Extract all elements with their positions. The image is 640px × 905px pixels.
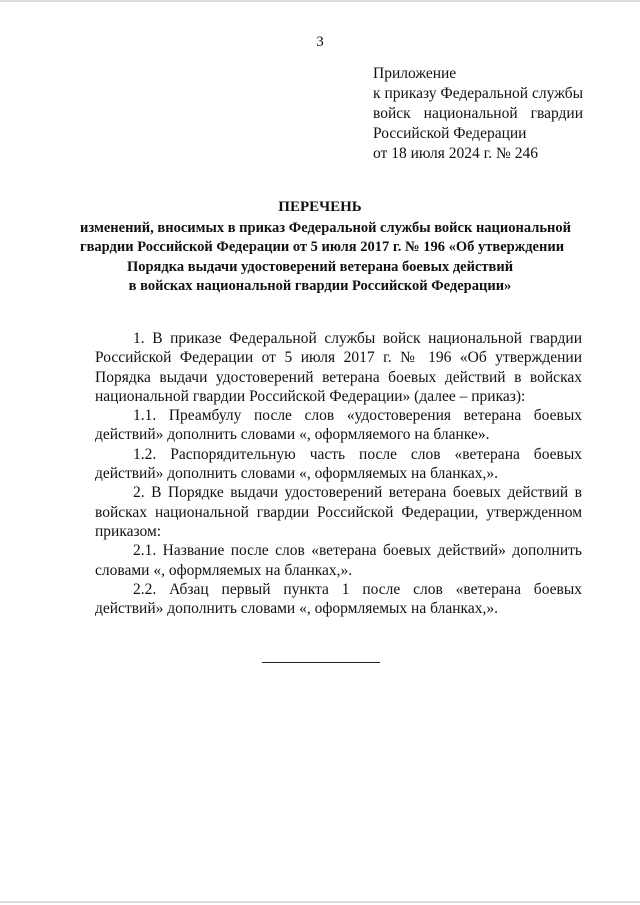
title-line: гвардии Российской Федерации от 5 июля 2017 г. № 196 «Об утверждении — [80, 239, 565, 255]
paragraph-2-2: 2.2. Абзац первый пункта 1 после слов «ветерана боевых действий» дополнить словами «, оформляемых на бланках,». — [95, 580, 582, 618]
document-body — [95, 329, 582, 618]
document-title: ПЕРЕЧЕНЬ — [278, 199, 362, 215]
end-separator-line — [262, 662, 380, 663]
title-line: изменений, вносимых в приказ Федеральной службы войск национальной — [80, 219, 572, 236]
document-title-block — [80, 198, 572, 297]
title-line: Порядка выдачи удостоверений ветерана боевых действий — [126, 258, 514, 275]
appendix-line: Приложение — [373, 65, 457, 82]
paragraph-1-2: 1.2. Распорядительную часть после слов «ветерана боевых действий» дополнить словами «, оформляемых на бланках,». — [95, 445, 582, 483]
appendix-line: к приказу Федеральной службы — [373, 85, 583, 102]
paragraph-2: 2. В Порядке выдачи удостоверений ветерана боевых действий в войсках национальной гвардии Российской Федерации, утвержденном приказом: — [95, 484, 582, 540]
paragraph-1: 1. В приказе Федеральной службы войск национальной гвардии Российской Федерации от 5 июля 2017 г. № 196 «Об утверждении Порядка выдачи удостоверений ветерана боевых действий в войсках национальной гвардии Российской Федерации» (далее – приказ): — [95, 330, 582, 405]
appendix-line: Российской Федерации — [373, 125, 527, 142]
title-line: в войсках национальной гвардии Российской Федерации» — [128, 278, 512, 294]
paragraph-2-1: 2.1. Название после слов «ветерана боевых действий» дополнить словами «, оформляемых на бланках,». — [95, 542, 582, 579]
appendix-block — [373, 64, 583, 164]
appendix-line: от 18 июля 2024 г. № 246 — [373, 145, 538, 162]
appendix-line: войск национальной гвардии — [373, 105, 583, 122]
scan-bottom-edge — [0, 901, 640, 903]
page-number: 3 — [316, 34, 324, 50]
paragraph-1-1: 1.1. Преамбулу после слов «удостоверения ветерана боевых действий» дополнить словами «, оформляемого на бланке». — [95, 407, 582, 444]
scan-top-edge — [0, 0, 640, 2]
